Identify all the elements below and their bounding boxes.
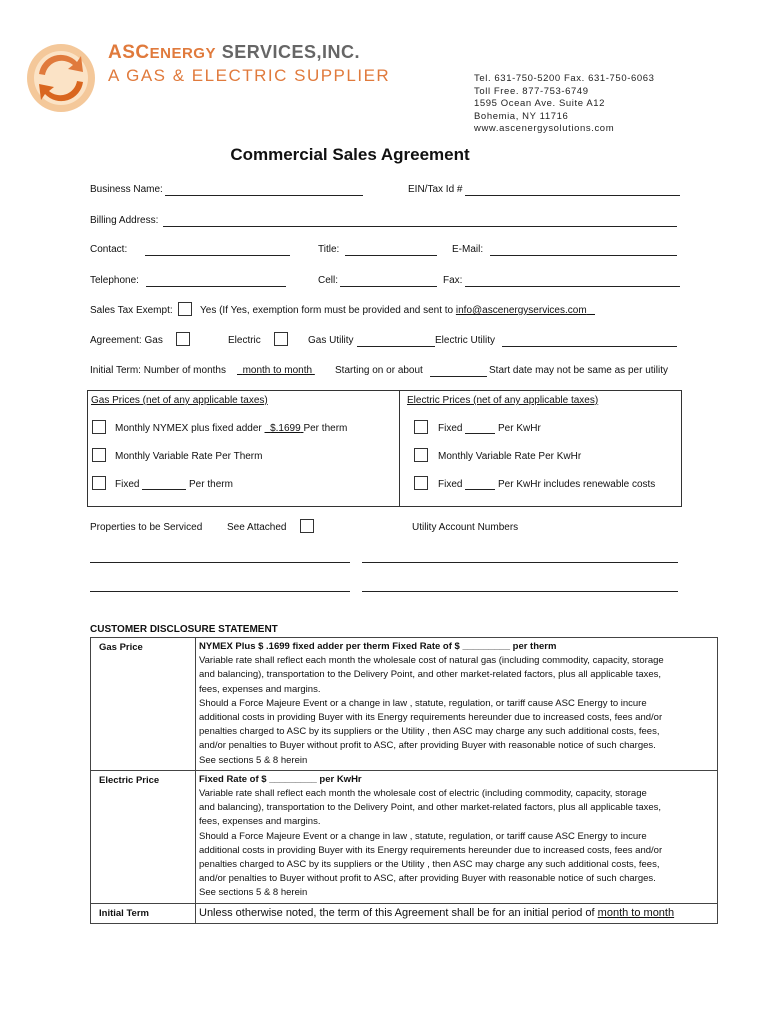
page-title: Commercial Sales Agreement bbox=[230, 145, 470, 164]
gas-fixed-checkbox[interactable] bbox=[92, 476, 106, 490]
electric-line: Should a Force Majeure Event or a change in law , statute, regulation, or tariff cause ASC Energy to incure bbox=[199, 830, 647, 842]
account-line-2[interactable] bbox=[362, 580, 678, 592]
disclosure-table bbox=[90, 637, 718, 924]
electric-line: fees, expenses and margins. bbox=[199, 816, 321, 828]
starting-label: Starting on or about bbox=[335, 365, 423, 376]
electric-line: penalties charged to ASC by its suppliers or the Utility , then ASC may charge any such additional costs, fees, bbox=[199, 859, 660, 871]
agreement-electric-label: Electric bbox=[228, 335, 261, 346]
electric-price-head: Fixed Rate of $ _________ per KwHr bbox=[199, 773, 362, 785]
electric-utility-label: Electric Utility bbox=[435, 335, 496, 346]
gas-price-label: Gas Price bbox=[91, 638, 196, 771]
electric-utility-field[interactable] bbox=[502, 335, 677, 347]
disclosure-row-term bbox=[91, 903, 718, 923]
email-field[interactable] bbox=[490, 244, 677, 256]
gas-line: Should a Force Majeure Event or a change in law , statute, regulation, or tariff cause ASC Energy to incure bbox=[199, 697, 647, 709]
fax-field[interactable] bbox=[465, 275, 680, 287]
see-attached-checkbox[interactable] bbox=[300, 519, 314, 533]
utility-accounts-label: Utility Account Numbers bbox=[412, 522, 519, 533]
gas-price-head: NYMEX Plus $ .1699 fixed adder per therm Fixed Rate of $ _________ per therm bbox=[199, 641, 557, 652]
price-box-divider bbox=[399, 390, 400, 506]
telephone-label: Telephone: bbox=[90, 275, 139, 286]
property-line-1[interactable] bbox=[90, 551, 350, 563]
gas-line: and balancing), transportation to the Delivery Point, and other market-related factors, plus all applicable taxes, bbox=[199, 669, 662, 681]
cell-label: Cell: bbox=[318, 275, 339, 286]
disclosure-heading: CUSTOMER DISCLOSURE STATEMENT bbox=[90, 624, 278, 635]
initial-term-period: month to month bbox=[597, 906, 675, 919]
company-tagline: A GAS & ELECTRIC SUPPLIER bbox=[108, 66, 391, 85]
electric-variable-checkbox[interactable] bbox=[414, 448, 428, 462]
gas-variable-option: Monthly Variable Rate Per Therm bbox=[115, 451, 263, 462]
initial-term-text bbox=[196, 903, 718, 923]
gas-utility-field[interactable] bbox=[357, 335, 435, 347]
initial-term-label: Initial Term: Number of months bbox=[90, 365, 226, 376]
company-name: ASCENERGY SERVICES,INC. bbox=[108, 42, 360, 63]
gas-line: and/or penalties to Buyer without profit to ASC, after providing Buyer with reasonable notice of such charges. bbox=[199, 740, 656, 752]
title-label: Title: bbox=[318, 244, 340, 255]
gas-line: fees, expenses and margins. bbox=[199, 683, 321, 695]
gas-utility-label: Gas Utility bbox=[308, 335, 354, 346]
account-line-1[interactable] bbox=[362, 551, 678, 563]
business-name-field[interactable] bbox=[165, 184, 363, 196]
contact-label: Contact: bbox=[90, 244, 128, 255]
electric-line: See sections 5 & 8 herein bbox=[199, 887, 308, 899]
electric-prices-header: Electric Prices (net of any applicable taxes) bbox=[407, 395, 599, 406]
contact-tollfree: Toll Free. 877-753-6749 bbox=[474, 85, 589, 97]
ein-field[interactable] bbox=[465, 184, 680, 196]
contact-info bbox=[474, 73, 655, 136]
ein-label: EIN/Tax Id # bbox=[408, 184, 463, 195]
agreement-gas-checkbox[interactable] bbox=[176, 332, 190, 346]
billing-address-field[interactable] bbox=[163, 215, 677, 227]
gas-line: penalties charged to ASC by its suppliers or the Utility , then ASC may charge any such additional costs, fees, bbox=[199, 726, 660, 738]
contact-street: 1595 Ocean Ave. Suite A12 bbox=[474, 98, 606, 109]
electric-fixed-option: Fixed Per KwHr bbox=[438, 423, 541, 434]
company-logo-icon bbox=[25, 42, 97, 114]
see-attached-label: See Attached bbox=[227, 522, 287, 533]
agreement-electric-checkbox[interactable] bbox=[274, 332, 288, 346]
sales-tax-exempt-label: Sales Tax Exempt: bbox=[90, 305, 173, 316]
fax-label: Fax: bbox=[443, 275, 463, 286]
initial-term-row-label: Initial Term bbox=[91, 903, 196, 923]
gas-variable-checkbox[interactable] bbox=[92, 448, 106, 462]
gas-line: additional costs in providing Buyer with its Energy requirements hereunder due to increased costs, fees and/or bbox=[199, 712, 663, 724]
properties-label: Properties to be Serviced bbox=[90, 522, 203, 533]
sales-tax-exempt-note: Yes (If Yes, exemption form must be provided and sent to info@ascenergyservices.com bbox=[200, 305, 587, 316]
contact-website: www.ascenergysolutions.com bbox=[474, 123, 615, 134]
property-line-2[interactable] bbox=[90, 580, 350, 592]
business-name-label: Business Name: bbox=[90, 184, 163, 195]
email-link[interactable]: info@ascenergyservices.com bbox=[455, 305, 587, 316]
gas-nymex-option: Monthly NYMEX plus fixed adder $.1699 Per therm bbox=[115, 423, 348, 434]
electric-fixed-renewable-checkbox[interactable] bbox=[414, 476, 428, 490]
electric-line: Variable rate shall reflect each month the wholesale cost of electric (including commodity, capacity, storage bbox=[199, 788, 647, 800]
agreement-label: Agreement: Gas bbox=[90, 335, 163, 346]
start-date-field[interactable] bbox=[430, 365, 487, 377]
gas-line: See sections 5 & 8 herein bbox=[199, 754, 308, 766]
telephone-field[interactable] bbox=[146, 275, 286, 287]
electric-fixed-renewable-option: Fixed Per KwHr includes renewable costs bbox=[438, 479, 656, 490]
initial-term-head: Unless otherwise noted, the term of this Agreement shall be for an initial period of bbox=[199, 906, 598, 919]
sales-tax-exempt-checkbox[interactable] bbox=[178, 302, 192, 316]
contact-field[interactable] bbox=[145, 244, 290, 256]
electric-price-label: Electric Price bbox=[91, 770, 196, 903]
gas-prices-header: Gas Prices (net of any applicable taxes) bbox=[91, 395, 268, 406]
cell-field[interactable] bbox=[340, 275, 437, 287]
title-field[interactable] bbox=[345, 244, 437, 256]
gas-nymex-checkbox[interactable] bbox=[92, 420, 106, 434]
contact-city: Bohemia, NY 11716 bbox=[474, 110, 569, 122]
electric-variable-option: Monthly Variable Rate Per KwHr bbox=[438, 451, 582, 462]
contact-phone: Tel. 631-750-5200 Fax. 631-750-6063 bbox=[474, 73, 655, 84]
electric-price-text bbox=[196, 770, 718, 903]
gas-line: Variable rate shall reflect each month the wholesale cost of natural gas (including commodity, capacity, storage bbox=[199, 655, 664, 667]
disclosure-row-electric bbox=[91, 770, 718, 903]
electric-line: and balancing), transportation to the Delivery Point, and other market-related factors, plus all applicable taxes, bbox=[199, 802, 662, 814]
gas-fixed-option: Fixed Per therm bbox=[115, 479, 233, 490]
start-date-note: Start date may not be same as per utility bbox=[489, 365, 668, 376]
billing-address-label: Billing Address: bbox=[90, 215, 159, 226]
electric-line: and/or penalties to Buyer without profit to ASC, after providing Buyer with reasonable notice of such charges. bbox=[199, 873, 656, 885]
initial-term-value[interactable]: month to month bbox=[242, 365, 313, 376]
electric-fixed-checkbox[interactable] bbox=[414, 420, 428, 434]
electric-line: additional costs in providing Buyer with its Energy requirements hereunder due to increased costs, fees and/or bbox=[199, 844, 663, 856]
gas-price-text bbox=[196, 638, 718, 771]
disclosure-row-gas bbox=[91, 638, 718, 771]
email-label: E-Mail: bbox=[452, 244, 484, 255]
